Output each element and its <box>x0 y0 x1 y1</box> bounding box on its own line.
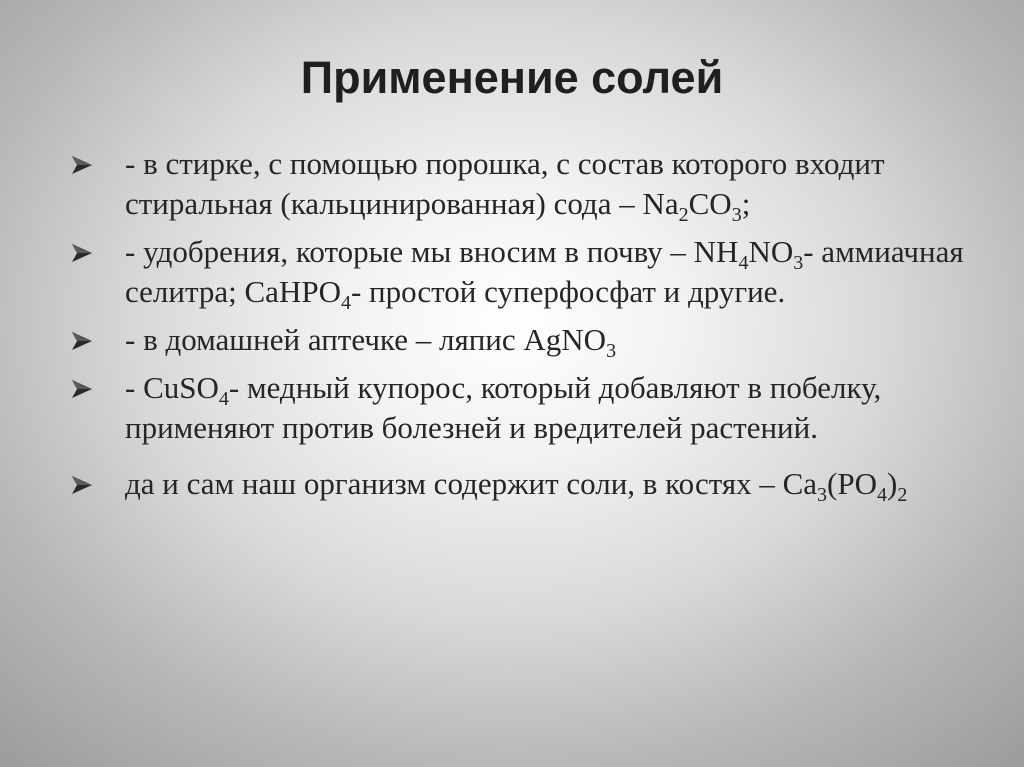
bullet-text: - в домашней аптечке – ляпис AgNO <box>125 322 607 357</box>
bullet-item-fertilizers <box>70 232 970 312</box>
arrowhead-bullet-icon <box>70 368 104 408</box>
subscript: 3 <box>817 484 828 506</box>
bullet-text: - простой суперфосфат и другие. <box>350 274 786 309</box>
bullet-list <box>70 144 970 512</box>
bullet-item-body <box>70 464 970 504</box>
bullet-text: да и сам наш организм содержит соли, в костях – Ca <box>125 466 818 501</box>
subscript: 3 <box>606 340 617 362</box>
arrowhead-bullet-icon <box>70 464 104 504</box>
subscript: 2 <box>897 484 908 506</box>
bullet-text: - удобрения, которые мы вносим в почву – NH <box>125 234 739 269</box>
subscript: 4 <box>738 252 749 274</box>
subscript: 3 <box>793 252 804 274</box>
subscript: 4 <box>877 484 887 506</box>
bullet-text: - в стирке, с помощью порошка, с состав которого входит стиральная (кальцинированная) сода – Na <box>125 146 885 221</box>
arrowhead-bullet-icon <box>70 232 104 272</box>
bullet-text: - CuSO <box>125 370 219 405</box>
subscript: 4 <box>218 388 229 410</box>
bullet-item-washing <box>70 144 970 224</box>
subscript: 4 <box>340 292 351 314</box>
subscript: 2 <box>678 204 689 226</box>
bullet-text: (PO <box>827 466 877 501</box>
bullet-item-first-aid <box>70 320 970 360</box>
bullet-text: NO <box>748 234 794 269</box>
slide-title: Применение солей <box>300 52 724 103</box>
bullet-item-copper-sulfate <box>70 368 970 448</box>
bullet-text: CO <box>688 186 732 221</box>
bullet-text: ; <box>741 186 751 221</box>
arrowhead-bullet-icon <box>70 320 104 360</box>
bullet-text: ) <box>887 466 898 501</box>
subscript: 3 <box>731 204 742 226</box>
bullet-text: - медный купорос, который добавляют в побелку, применяют против болезней и вредителей растений. <box>125 370 882 445</box>
arrowhead-bullet-icon <box>70 144 104 184</box>
bullet-text: - аммиачная селитра; CaHPO <box>125 234 964 309</box>
